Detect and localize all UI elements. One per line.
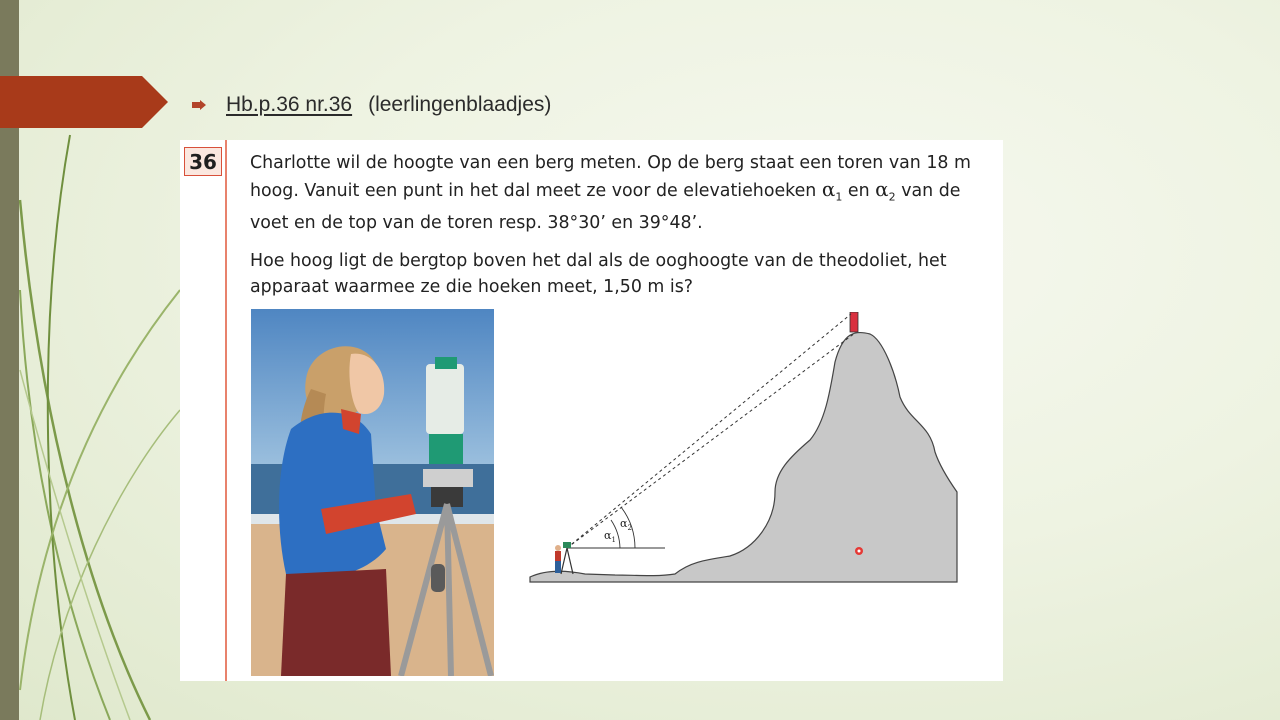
exercise-number: 36 <box>184 147 222 176</box>
exercise-card <box>180 140 1003 681</box>
svg-text:α1 <box>604 529 616 544</box>
para1-part1: Charlotte wil de hoogte van een berg meten. Op de berg staat een toren van 18 m hoog. Vanuit een punt in het dal meet ze voor de elevatiehoeken <box>250 153 971 201</box>
alpha-2-subscript: 2 <box>888 190 896 204</box>
problem-text <box>250 150 990 300</box>
diagram-alpha-1-sub: 1 <box>611 536 616 544</box>
para1-and: en <box>842 181 876 201</box>
problem-paragraph-2: Hoe hoog ligt de bergtop boven het dal als de ooghoogte van de theodoliet, het apparaat waarmee ze die hoeken meet, 1,50 m is? <box>250 251 947 298</box>
card-margin-rule <box>225 140 227 681</box>
diagram-alpha-1: α <box>604 529 612 542</box>
mountain-diagram <box>525 312 965 592</box>
para1-part2: van de voet en de top van de toren resp. 38°30’ en 39°48’. <box>250 181 961 234</box>
diagram-alpha-2: α <box>620 517 628 530</box>
alpha-1-symbol: α <box>821 177 836 201</box>
bullet-row <box>192 90 551 120</box>
problem-paragraph-1 <box>250 150 990 236</box>
alpha-1-subscript: 1 <box>835 190 843 204</box>
mountain-shape <box>530 332 957 582</box>
pointer-dot <box>855 547 863 555</box>
surveyor-photo <box>251 309 494 676</box>
exercise-link[interactable]: Hb.p.36 nr.36 <box>226 93 353 116</box>
alpha-2-symbol: α <box>875 177 889 201</box>
bullet-note: (leerlingenblaadjes) <box>368 93 552 116</box>
svg-text:α2 <box>620 517 632 532</box>
diagram-alpha-2-sub: 2 <box>627 524 632 532</box>
arrow-bullet-icon <box>192 100 206 110</box>
surveyor-figure <box>555 542 573 574</box>
title-banner <box>0 76 168 128</box>
tower <box>850 312 858 332</box>
